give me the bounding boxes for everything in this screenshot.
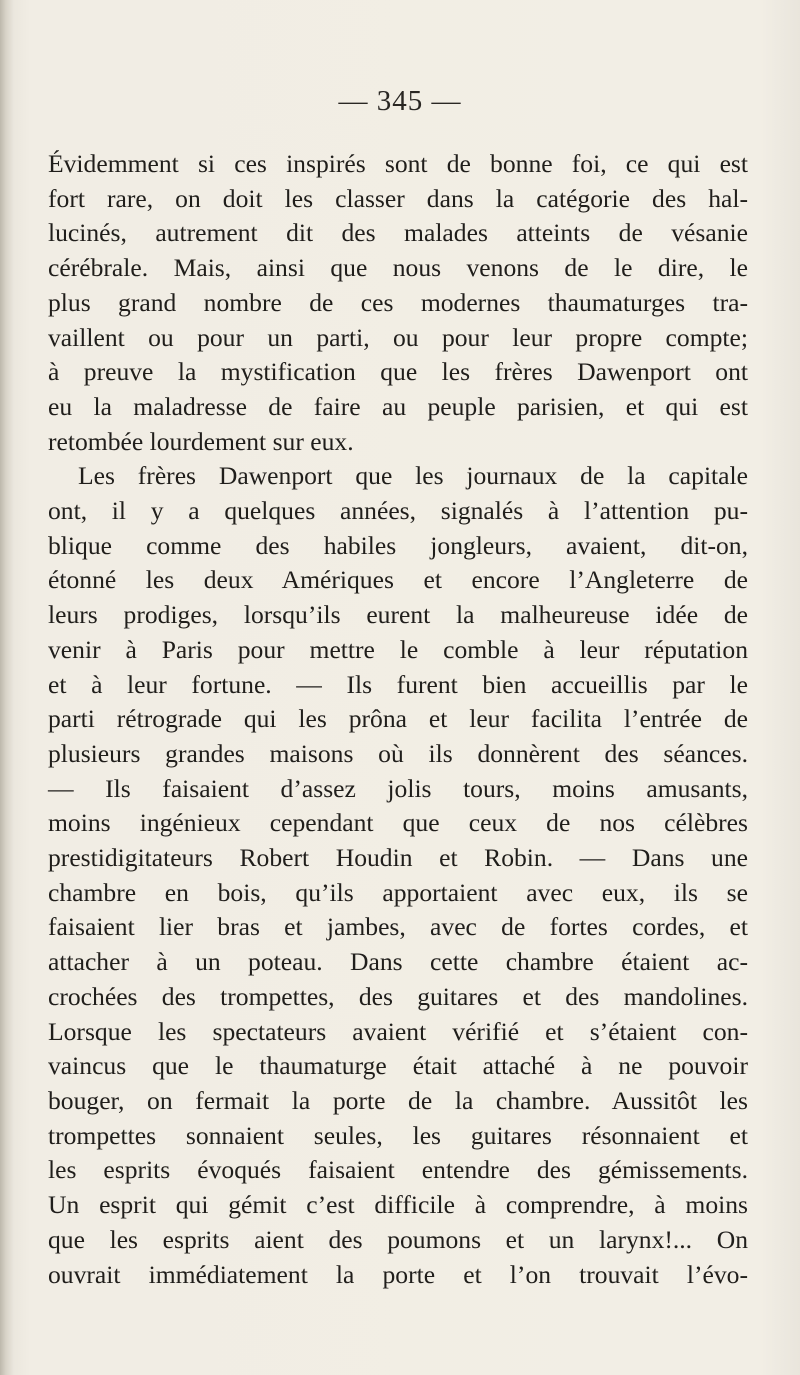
page-binding-edge [0,0,14,1375]
text-line: Les frères Dawenport que les journaux de la capitale [78,461,748,491]
text-line: ouvrait immédiatement la porte et l’on trouvait l’évo- [48,1259,748,1289]
body-text [48,147,748,1292]
text-line: attacher à un poteau. Dans cette chambre étaient ac- [48,947,748,977]
text-line: retombée lourdement sur eux. [48,426,354,456]
text-line: leurs prodiges, lorsqu’ils eurent la malheureuse idée de [48,600,748,630]
text-line: étonné les deux Amériques et encore l’Angleterre de [48,565,748,595]
text-line: les esprits évoqués faisaient entendre des gémissements. [48,1155,748,1185]
text-line: fort rare, on doit les classer dans la catégorie des hal- [48,183,748,213]
text-line: à preuve la mystification que les frères Dawenport ont [48,357,748,387]
text-line: chambre en bois, qu’ils apportaient avec eux, ils se [48,877,748,907]
text-line: que les esprits aient des poumons et un larynx!... On [48,1224,748,1254]
text-line: vaincus que le thaumaturge était attaché à ne pouvoir [48,1051,748,1081]
text-line: cérébrale. Mais, ainsi que nous venons de le dire, le [48,253,748,283]
text-line: trompettes sonnaient seules, les guitares résonnaient et [48,1120,748,1150]
text-line: blique comme des habiles jongleurs, avaient, dit-on, [48,530,748,560]
text-line: crochées des trompettes, des guitares et des mandolines. [48,981,748,1011]
text-line: faisaient lier bras et jambes, avec de fortes cordes, et [48,912,748,942]
text-line: bouger, on fermait la porte de la chambre. Aussitôt les [48,1085,748,1115]
text-line: vaillent ou pour un parti, ou pour leur propre compte; [48,322,748,352]
text-line: plus grand nombre de ces modernes thaumaturges tra- [48,287,748,317]
text-line: ont, il y a quelques années, signalés à l’attention pu- [48,496,748,526]
text-line: moins ingénieux cependant que ceux de nos célèbres [48,808,748,838]
text-line: prestidigitateurs Robert Houdin et Robin. — Dans une [48,843,748,873]
text-line: Évidemment si ces inspirés sont de bonne foi, ce qui est [48,149,748,178]
text-line: plusieurs grandes maisons où ils donnèrent des séances. [48,738,748,768]
text-line: Un esprit qui gémit c’est difficile à comprendre, à moins [48,1190,748,1220]
text-line: et à leur fortune. — Ils furent bien accueillis par le [48,669,748,699]
page-number: — 345 — [338,85,462,117]
text-line: parti rétrograde qui les prôna et leur facilita l’entrée de [48,704,748,734]
text-line: venir à Paris pour mettre le comble à leur réputation [48,634,748,664]
text-line: eu la maladresse de faire au peuple parisien, et qui est [48,391,748,421]
text-line: — Ils faisaient d’assez jolis tours, moins amusants, [48,773,748,803]
text-line: Lorsque les spectateurs avaient vérifié et s’étaient con- [48,1016,748,1046]
text-line: lucinés, autrement dit des malades atteints de vésanie [48,218,748,248]
